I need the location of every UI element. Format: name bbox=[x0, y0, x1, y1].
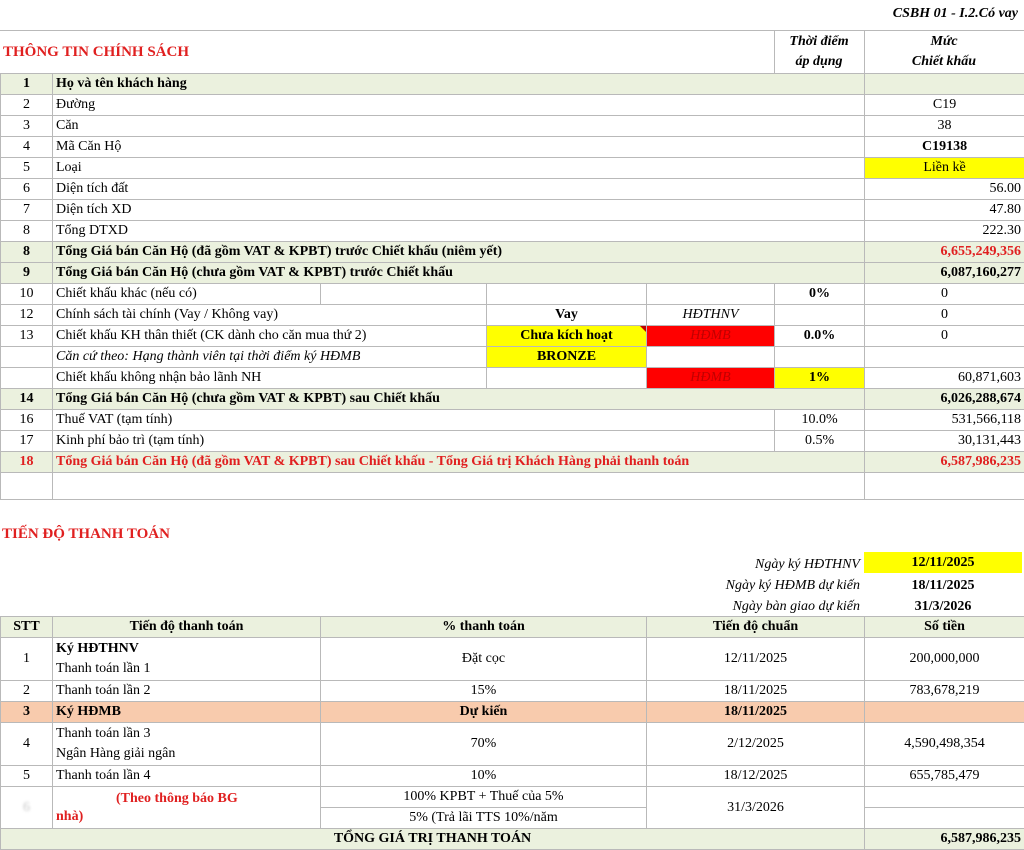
policy-row: 5 Loại Liền kề bbox=[1, 158, 1024, 179]
policy-row: 7 Diện tích XD 47.80 bbox=[1, 200, 1024, 221]
policy-rows bbox=[0, 73, 1024, 500]
date-label-1: Ngày ký HĐTHNV bbox=[560, 554, 860, 575]
payment-table bbox=[0, 616, 1024, 850]
col-header-date: Tiến độ chuẩn bbox=[647, 617, 865, 638]
col-header-amount: Số tiền bbox=[865, 617, 1024, 638]
document-code: CSBH 01 - I.2.Có vay bbox=[893, 6, 1018, 22]
policy-row: 8 Tổng Giá bán Căn Hộ (đã gồm VAT & KPBT) trước Chiết khấu (niêm yết) 6,655,249,356 bbox=[1, 242, 1024, 263]
total-value: 6,587,986,235 bbox=[865, 829, 1024, 850]
spacer-row bbox=[1, 473, 1024, 500]
policy-row: 13 Chiết khấu KH thân thiết (CK dành cho căn mua thứ 2) Chưa kích hoạt HĐMB 0.0% 0 bbox=[1, 326, 1024, 347]
payment-title: TIẾN ĐỘ THANH TOÁN bbox=[2, 526, 170, 543]
payment-row: 3 Ký HĐMB Dự kiến 18/11/2025 bbox=[1, 702, 1024, 723]
policy-row: 1 Họ và tên khách hàng bbox=[1, 74, 1024, 95]
policy-row: 12 Chính sách tài chính (Vay / Không vay) Vay HĐTHNV 0 bbox=[1, 305, 1024, 326]
date-value-3: 31/3/2026 bbox=[864, 596, 1022, 617]
payment-total-row bbox=[1, 829, 1024, 850]
policy-row: 8 Tổng DTXD 222.30 bbox=[1, 221, 1024, 242]
policy-title: THÔNG TIN CHÍNH SÁCH bbox=[0, 31, 774, 74]
col-header-progress: Tiến độ thanh toán bbox=[53, 617, 321, 638]
date-value-1: 12/11/2025 bbox=[864, 552, 1022, 573]
policy-row: 16 Thuế VAT (tạm tính) 10.0% 531,566,118 bbox=[1, 410, 1024, 431]
payment-row: 5% (Trả lãi TTS 10%/năm bbox=[1, 808, 1024, 829]
policy-row: 6 Diện tích đất 56.00 bbox=[1, 179, 1024, 200]
policy-row: Chiết khấu không nhận bảo lãnh NH HĐMB 1% 60,871,603 bbox=[1, 368, 1024, 389]
policy-row: 14 Tổng Giá bán Căn Hộ (chưa gồm VAT & KPBT) sau Chiết khấu 6,026,288,674 bbox=[1, 389, 1024, 410]
policy-row: 4 Mã Căn Hộ C19138 bbox=[1, 137, 1024, 158]
col-time-header: Thời điểm áp dụng bbox=[774, 31, 864, 74]
date-value-2: 18/11/2025 bbox=[864, 575, 1022, 596]
col-header-pct: % thanh toán bbox=[321, 617, 647, 638]
total-label: TỔNG GIÁ TRỊ THANH TOÁN bbox=[1, 829, 865, 850]
payment-row: 5 Thanh toán lần 4 10% 18/12/2025 655,785,479 bbox=[1, 766, 1024, 787]
policy-row: 18 Tổng Giá bán Căn Hộ (đã gồm VAT & KPBT) sau Chiết khấu - Tổng Giá trị Khách Hàng phải thanh toán 6,587,986,235 bbox=[1, 452, 1024, 473]
policy-row: 3 Căn 38 bbox=[1, 116, 1024, 137]
policy-table bbox=[0, 30, 1024, 74]
payment-row: 6 (Theo thông báo BG nhà) 100% KPBT + Thuế của 5% 31/3/2026 bbox=[1, 787, 1024, 808]
policy-row: 17 Kinh phí bảo trì (tạm tính) 0.5% 30,131,443 bbox=[1, 431, 1024, 452]
col-discount-header: Mức Chiết khấu bbox=[864, 31, 1024, 74]
payment-row: 4 Thanh toán lần 3 Ngân Hàng giải ngân 70% 2/12/2025 4,590,498,354 bbox=[1, 723, 1024, 766]
policy-row: 10 Chiết khấu khác (nếu có) 0% 0 bbox=[1, 284, 1024, 305]
policy-row: 2 Đường C19 bbox=[1, 95, 1024, 116]
payment-row: 2 Thanh toán lần 2 15% 18/11/2025 783,678,219 bbox=[1, 681, 1024, 702]
policy-row: 9 Tổng Giá bán Căn Hộ (chưa gồm VAT & KPBT) trước Chiết khấu 6,087,160,277 bbox=[1, 263, 1024, 284]
date-label-2: Ngày ký HĐMB dự kiến bbox=[560, 575, 860, 596]
date-label-3: Ngày bàn giao dự kiến bbox=[560, 596, 860, 617]
payment-row: 1 Ký HĐTHNV Thanh toán lần 1 Đặt cọc 12/11/2025 200,000,000 bbox=[1, 638, 1024, 681]
policy-row: Căn cứ theo: Hạng thành viên tại thời điểm ký HĐMB BRONZE bbox=[1, 347, 1024, 368]
col-header-stt: STT bbox=[1, 617, 53, 638]
